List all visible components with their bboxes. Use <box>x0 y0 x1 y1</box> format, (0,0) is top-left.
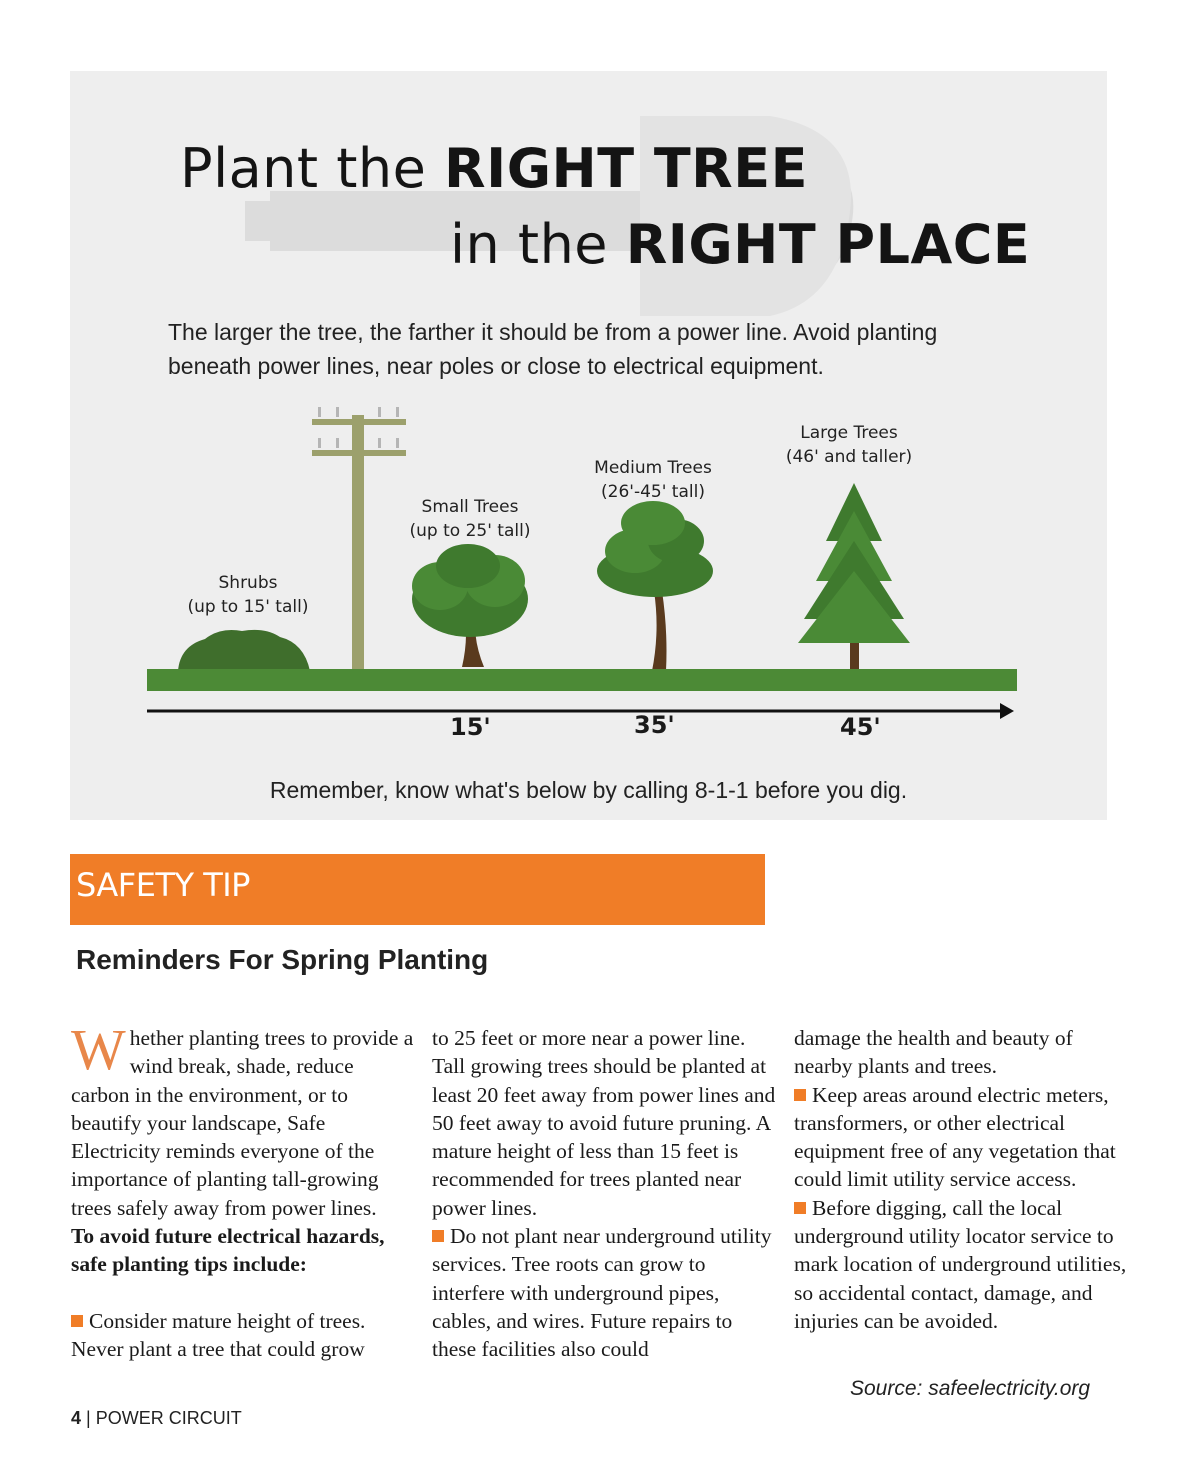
grass-strip <box>147 669 1017 691</box>
bullet-icon <box>794 1089 806 1101</box>
bullet-icon <box>794 1202 806 1214</box>
tip-1-continued: to 25 feet or more near a power line. Tall growing trees should be planted at least 20 feet away from power lines and 50 feet away to avoid future pruning. A mature height of less than 15 feet is recommended for trees planted near power lines. <box>432 1026 776 1220</box>
bullet-icon <box>432 1230 444 1242</box>
source-credit: Source: safeelectricity.org <box>850 1377 1091 1400</box>
distance-15: 15' <box>450 713 491 741</box>
tip-1-start: Consider mature height of trees. Never plant a tree that could grow <box>71 1308 366 1362</box>
distance-45: 45' <box>840 713 881 741</box>
article-headline: Reminders For Spring Planting <box>76 944 489 975</box>
distance-35: 35' <box>634 711 675 739</box>
label-small-trees: Small Trees (up to 25' tall) <box>409 497 531 541</box>
label-large-trees: Large Trees (46' and taller) <box>785 423 913 467</box>
intro-text: The larger the tree, the farther it should be from a power line. Avoid planting beneath power lines, near poles or close to electrical equipment. <box>168 319 938 379</box>
article-column-1 <box>71 1017 416 1364</box>
article-column-2 <box>432 1024 777 1364</box>
infographic <box>70 71 1107 820</box>
article-column-3 <box>794 1024 1134 1335</box>
tip-2-continued: damage the health and beauty of nearby plants and trees. <box>794 1026 1073 1079</box>
tip-2-start: Do not plant near underground utility services. Tree roots can grow to interfere with underground pipes, cables, and wires. Future repairs to these facilities also could <box>432 1224 772 1362</box>
power-pole <box>312 407 406 669</box>
tip-4: Before digging, call the local underground utility locator service to mark location of underground utilities, so accidental contact, damage, and injuries can be avoided. <box>794 1195 1127 1333</box>
large-tree-icon <box>798 483 910 671</box>
label-shrubs: Shrubs (up to 15' tall) <box>187 573 309 617</box>
title-line-2: in the RIGHT PLACE <box>450 213 1031 276</box>
page-number: 4 <box>71 1408 82 1428</box>
publication-name: POWER CIRCUIT <box>95 1408 242 1428</box>
bullet-icon <box>71 1315 83 1327</box>
reminder-text: Remember, know what's below by calling 8-1-1 before you dig. <box>269 777 908 803</box>
label-medium-trees: Medium Trees (26'-45' tall) <box>594 458 712 502</box>
title-line-1: Plant the RIGHT TREE <box>180 137 809 200</box>
planting-scene <box>70 71 1107 820</box>
drop-cap: W <box>71 1017 126 1082</box>
safety-tip-banner <box>70 854 765 925</box>
small-tree-icon <box>412 544 528 667</box>
tip-3: Keep areas around electric meters, transformers, or other electrical equipment free of any vegetation that could limit utility service access. <box>794 1082 1116 1192</box>
shrub-icon <box>178 630 310 671</box>
medium-tree-icon <box>597 501 713 671</box>
banner-label: SAFETY TIP <box>76 866 250 904</box>
page-footer: 4 | POWER CIRCUIT <box>71 1408 242 1428</box>
paragraph-intro: Whether planting trees to provide a wind break, shade, reduce carbon in the environment, or to beautify your landscape, Safe Electricity reminds everyone of the importance of planting tall-growing trees safely away from power lines. <box>71 1017 414 1220</box>
paragraph-lead: To avoid future electrical hazards, safe planting tips include: <box>71 1224 385 1277</box>
distance-arrow <box>147 703 1014 719</box>
